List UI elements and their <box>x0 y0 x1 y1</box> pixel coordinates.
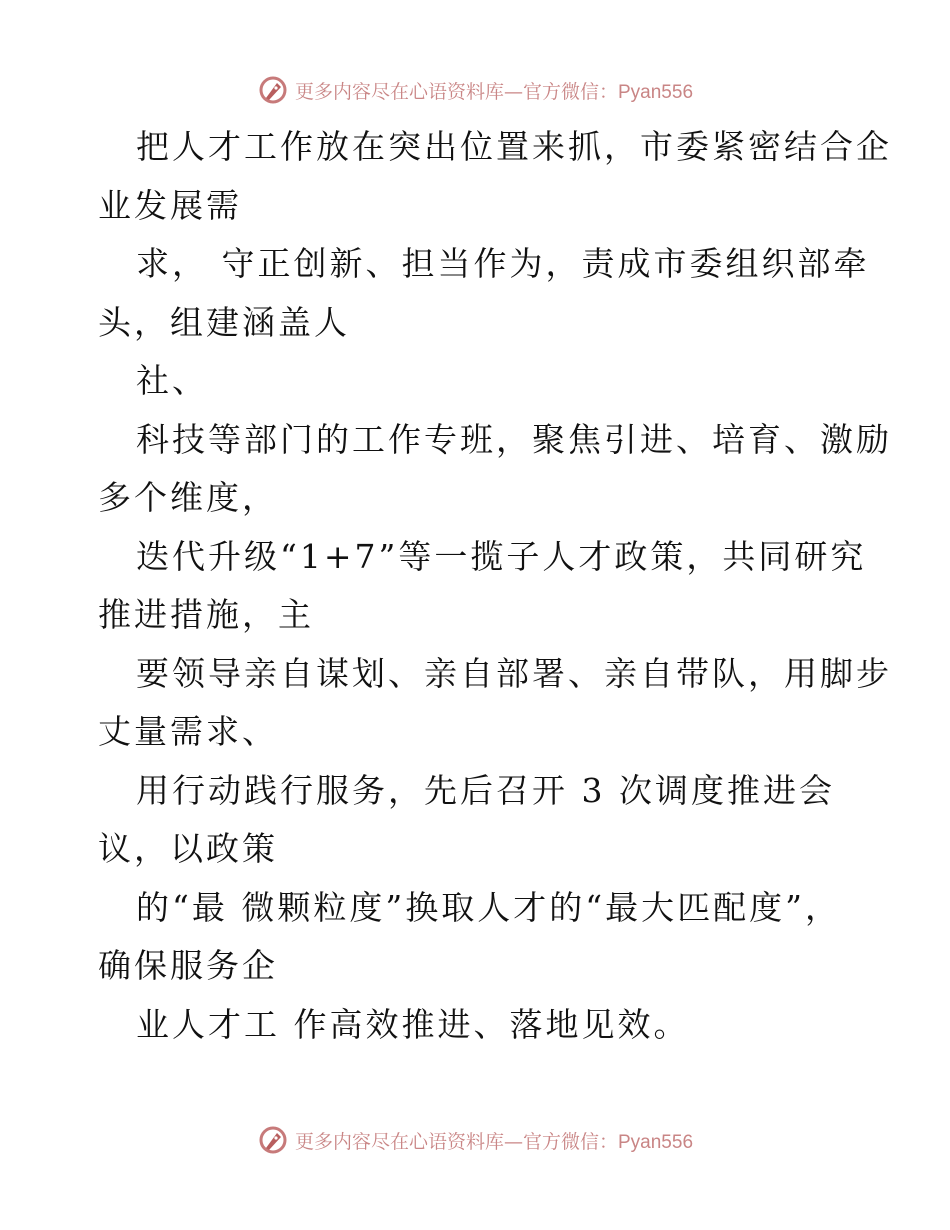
body-paragraph <box>98 118 892 1054</box>
text-line: 社、 <box>136 361 208 400</box>
text-line: 迭代升级“1+7”等一揽子人才政策，共同研究 <box>136 536 867 576</box>
text-line: 的“最 微颗粒度”换取人才的“最大匹配度”， <box>136 887 841 927</box>
text-line: 要领导亲自谋划、亲自部署、亲自带队，用脚步 <box>136 653 892 693</box>
watermark-text: 更多内容尽在心语资料库—官方微信：Pyan556 <box>294 80 694 103</box>
text-line: 推进措施，主 <box>98 595 314 634</box>
text-line: 确保服务企 <box>98 946 278 985</box>
pen-nib-logo-icon <box>257 1124 289 1156</box>
pen-nib-logo-icon <box>257 74 289 106</box>
watermark-text: 更多内容尽在心语资料库—官方微信：Pyan556 <box>294 1130 694 1153</box>
text-line: 业发展需 <box>98 185 242 225</box>
footer-watermark <box>0 1120 950 1160</box>
text-line: 多个维度， <box>98 478 278 517</box>
text-line: 丈量需求、 <box>98 712 278 751</box>
text-line: 业人才工 作高效推进、落地见效。 <box>136 1004 690 1044</box>
header-watermark <box>0 70 950 110</box>
text-line: 议，以政策 <box>98 829 278 868</box>
watermark-wechat-id: Pyan556 <box>618 81 694 103</box>
text-line: 求， 守正创新、担当作为，责成市委组织部牵 <box>136 244 870 283</box>
text-line: 把人才工作放在突出位置来抓，市委紧密结合企 <box>136 127 892 166</box>
watermark-wechat-id: Pyan556 <box>618 1131 694 1153</box>
text-line: 用行动践行服务，先后召开 3 次调度推进会 <box>136 770 835 810</box>
text-line: 科技等部门的工作专班，聚焦引进、培育、激励 <box>136 419 892 459</box>
text-line: 头，组建涵盖人 <box>98 302 350 342</box>
